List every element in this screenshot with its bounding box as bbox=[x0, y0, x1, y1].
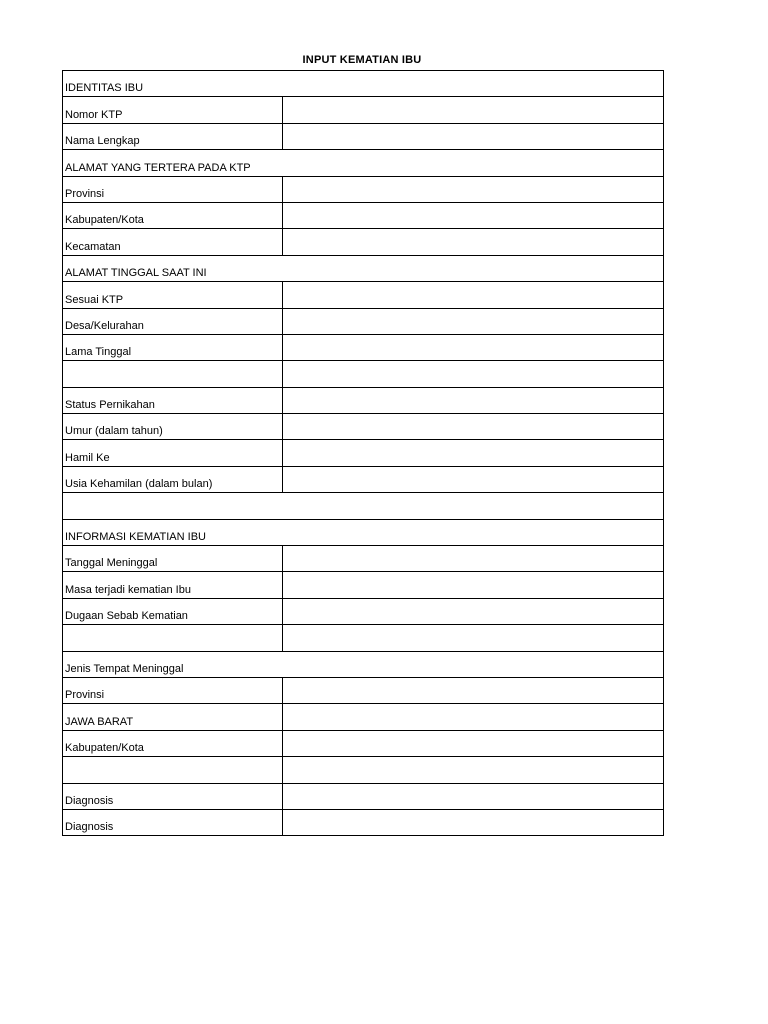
field-label: Provinsi bbox=[63, 677, 283, 703]
field-label: Status Pernikahan bbox=[63, 387, 283, 413]
field-label: Desa/Kelurahan bbox=[63, 308, 283, 334]
field-row bbox=[63, 229, 664, 255]
field-value-cell[interactable] bbox=[283, 308, 664, 334]
section-row bbox=[63, 519, 664, 545]
field-value-cell[interactable] bbox=[283, 546, 664, 572]
field-value-cell[interactable] bbox=[283, 123, 664, 149]
field-row bbox=[63, 308, 664, 334]
section-label: ALAMAT YANG TERTERA PADA KTP bbox=[63, 150, 664, 176]
field-label: Kecamatan bbox=[63, 229, 283, 255]
field-row bbox=[63, 123, 664, 149]
field-row bbox=[63, 440, 664, 466]
field-value-cell[interactable] bbox=[283, 757, 664, 783]
section-label: IDENTITAS IBU bbox=[63, 71, 664, 97]
field-row bbox=[63, 361, 664, 387]
field-value-cell[interactable] bbox=[283, 334, 664, 360]
field-row bbox=[63, 202, 664, 228]
field-row bbox=[63, 730, 664, 756]
field-value-cell[interactable] bbox=[283, 440, 664, 466]
death-input-form-table bbox=[62, 70, 664, 836]
section-label bbox=[63, 493, 664, 519]
field-value-cell[interactable] bbox=[283, 97, 664, 123]
field-label: Nama Lengkap bbox=[63, 123, 283, 149]
field-label bbox=[63, 625, 283, 651]
page-title: INPUT KEMATIAN IBU bbox=[302, 54, 422, 66]
field-label: Usia Kehamilan (dalam bulan) bbox=[63, 466, 283, 492]
field-row bbox=[63, 176, 664, 202]
field-label: Dugaan Sebab Kematian bbox=[63, 598, 283, 624]
section-row bbox=[63, 651, 664, 677]
field-row bbox=[63, 282, 664, 308]
field-value-cell[interactable] bbox=[283, 783, 664, 809]
field-label: Umur (dalam tahun) bbox=[63, 414, 283, 440]
form-body bbox=[63, 71, 664, 836]
field-label bbox=[63, 361, 283, 387]
section-row bbox=[63, 71, 664, 97]
field-label: Tanggal Meninggal bbox=[63, 546, 283, 572]
field-label bbox=[63, 757, 283, 783]
field-label: Lama Tinggal bbox=[63, 334, 283, 360]
section-label: Jenis Tempat Meninggal bbox=[63, 651, 664, 677]
field-row bbox=[63, 387, 664, 413]
field-row bbox=[63, 572, 664, 598]
section-row bbox=[63, 493, 664, 519]
field-row bbox=[63, 466, 664, 492]
field-value-cell[interactable] bbox=[283, 229, 664, 255]
field-row bbox=[63, 334, 664, 360]
field-label: Kabupaten/Kota bbox=[63, 730, 283, 756]
field-value-cell[interactable] bbox=[283, 704, 664, 730]
field-row bbox=[63, 414, 664, 440]
field-value-cell[interactable] bbox=[283, 730, 664, 756]
field-value-cell[interactable] bbox=[283, 176, 664, 202]
field-row bbox=[63, 625, 664, 651]
field-value-cell[interactable] bbox=[283, 809, 664, 835]
field-value-cell[interactable] bbox=[283, 466, 664, 492]
field-value-cell[interactable] bbox=[283, 361, 664, 387]
field-row bbox=[63, 757, 664, 783]
field-label: Hamil Ke bbox=[63, 440, 283, 466]
field-row bbox=[63, 677, 664, 703]
field-label: Kabupaten/Kota bbox=[63, 202, 283, 228]
field-value-cell[interactable] bbox=[283, 282, 664, 308]
field-value-cell[interactable] bbox=[283, 572, 664, 598]
field-value-cell[interactable] bbox=[283, 387, 664, 413]
field-value-cell[interactable] bbox=[283, 677, 664, 703]
field-label: Diagnosis bbox=[63, 809, 283, 835]
field-row bbox=[63, 783, 664, 809]
field-label: JAWA BARAT bbox=[63, 704, 283, 730]
field-row bbox=[63, 704, 664, 730]
field-row bbox=[63, 97, 664, 123]
field-row bbox=[63, 809, 664, 835]
field-value-cell[interactable] bbox=[283, 202, 664, 228]
section-row bbox=[63, 255, 664, 281]
section-label: INFORMASI KEMATIAN IBU bbox=[63, 519, 664, 545]
field-row bbox=[63, 546, 664, 572]
field-label: Nomor KTP bbox=[63, 97, 283, 123]
field-value-cell[interactable] bbox=[283, 598, 664, 624]
field-label: Masa terjadi kematian Ibu bbox=[63, 572, 283, 598]
field-label: Diagnosis bbox=[63, 783, 283, 809]
field-label: Sesuai KTP bbox=[63, 282, 283, 308]
section-row bbox=[63, 150, 664, 176]
section-label: ALAMAT TINGGAL SAAT INI bbox=[63, 255, 664, 281]
field-value-cell[interactable] bbox=[283, 625, 664, 651]
field-value-cell[interactable] bbox=[283, 414, 664, 440]
field-row bbox=[63, 598, 664, 624]
field-label: Provinsi bbox=[63, 176, 283, 202]
